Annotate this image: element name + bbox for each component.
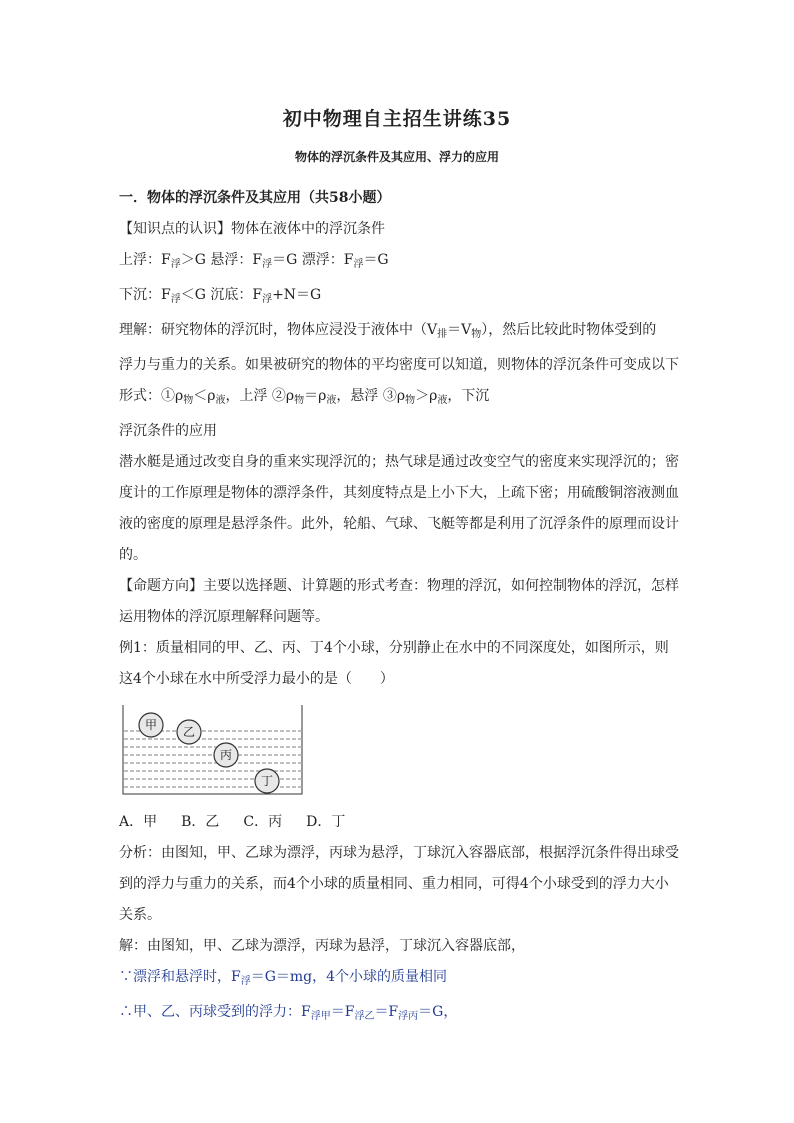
page-subtitle: 物体的浮沉条件及其应用、浮力的应用 xyxy=(294,150,499,164)
ball-label-bing: 丙 xyxy=(219,748,232,762)
ball-label-yi: 乙 xyxy=(182,725,195,739)
document-body xyxy=(119,183,679,1032)
option-c: C．丙 xyxy=(243,814,283,830)
example-line-1: 例1：质量相同的甲、乙、丙、丁4个小球，分别静止在水中的不同深度处，如图所示，则 xyxy=(119,640,669,656)
solution-line-2: ∵漂浮和悬浮时，$F_浮=G=mg$，4个小球的质量相同 xyxy=(119,969,448,987)
option-a: A．甲 xyxy=(119,814,158,830)
analysis-line-1: 分析：由图知，甲、乙球为漂浮，丙球为悬浮，丁球沉入容器底部，根据浮沉条件得出球受 xyxy=(119,845,679,861)
ball-label-ding: 丁 xyxy=(260,774,273,788)
knowledge-line-3: 理解：研究物体的浮沉时，物体应浸没于液体中$(V_排=V_物)$，然后比较此时物体受到的 xyxy=(119,322,657,340)
knowledge-line-2: 下沉：$F_浮<G$ 沉底：$F_浮+N=G$ xyxy=(119,287,322,305)
knowledge-line-9: 液的密度的原理是悬浮条件。此外，轮船、气球、飞艇等都是利用了沉浮条件的原理而设计 xyxy=(119,516,679,532)
knowledge-line-8: 度计的工作原理是物体的漂浮条件，其刻度特点是上小下大，上疏下密；用硫酸铜溶液测血 xyxy=(119,485,679,501)
container-figure xyxy=(119,701,319,801)
solution-line-1: 解：由图知，甲、乙球为漂浮，丙球为悬浮，丁球沉入容器底部， xyxy=(119,938,525,954)
ball-label-jia: 甲 xyxy=(144,718,157,732)
knowledge-line-5: 形式：$①\rho_物<\rho_液$，上浮 $②\rho_物=\rho_液$，悬浮 $③\rho_物>\rho_液$，下沉 xyxy=(119,388,490,406)
example-line-2: 这4个小球在水中所受浮力最小的是（ ） xyxy=(119,671,394,687)
answer-options xyxy=(119,807,679,838)
direction-line-2: 运用物体的浮沉原理解释问题等。 xyxy=(119,609,329,625)
knowledge-line-1: 上浮：$F_浮>G$ 悬浮：$F_浮=G$ 漂浮：$F_浮=G$ xyxy=(119,252,389,270)
section-heading: 一．物体的浮沉条件及其应用（共58小题） xyxy=(119,190,391,206)
option-d: D．丁 xyxy=(306,814,346,830)
knowledge-header: 【知识点的认识】物体在液体中的浮沉条件 xyxy=(119,221,385,237)
analysis-line-3: 关系。 xyxy=(119,907,161,923)
option-b: B．乙 xyxy=(181,814,220,830)
page-title: 初中物理自主招生讲练35 xyxy=(282,108,512,130)
knowledge-line-4: 浮力与重力的关系。如果被研究的物体的平均密度可以知道，则物体的浮沉条件可变成以下 xyxy=(119,357,679,373)
knowledge-line-6: 浮沉条件的应用 xyxy=(119,423,217,439)
direction-line-1: 【命题方向】主要以选择题、计算题的形式考查：物理的浮沉，如何控制物体的浮沉，怎样 xyxy=(119,578,679,594)
knowledge-line-10: 的。 xyxy=(119,547,147,563)
analysis-line-2: 到的浮力与重力的关系，而4个小球的质量相同、重力相同，可得4个小球受到的浮力大小 xyxy=(119,876,669,892)
knowledge-line-7: 潜水艇是通过改变自身的重来实现浮沉的；热气球是通过改变空气的密度来实现浮沉的；密 xyxy=(119,454,679,470)
solution-line-3: ∴甲、乙、丙球受到的浮力：$F_{浮甲}=F_{浮乙}=F_{浮丙}=G$， xyxy=(119,1004,458,1022)
